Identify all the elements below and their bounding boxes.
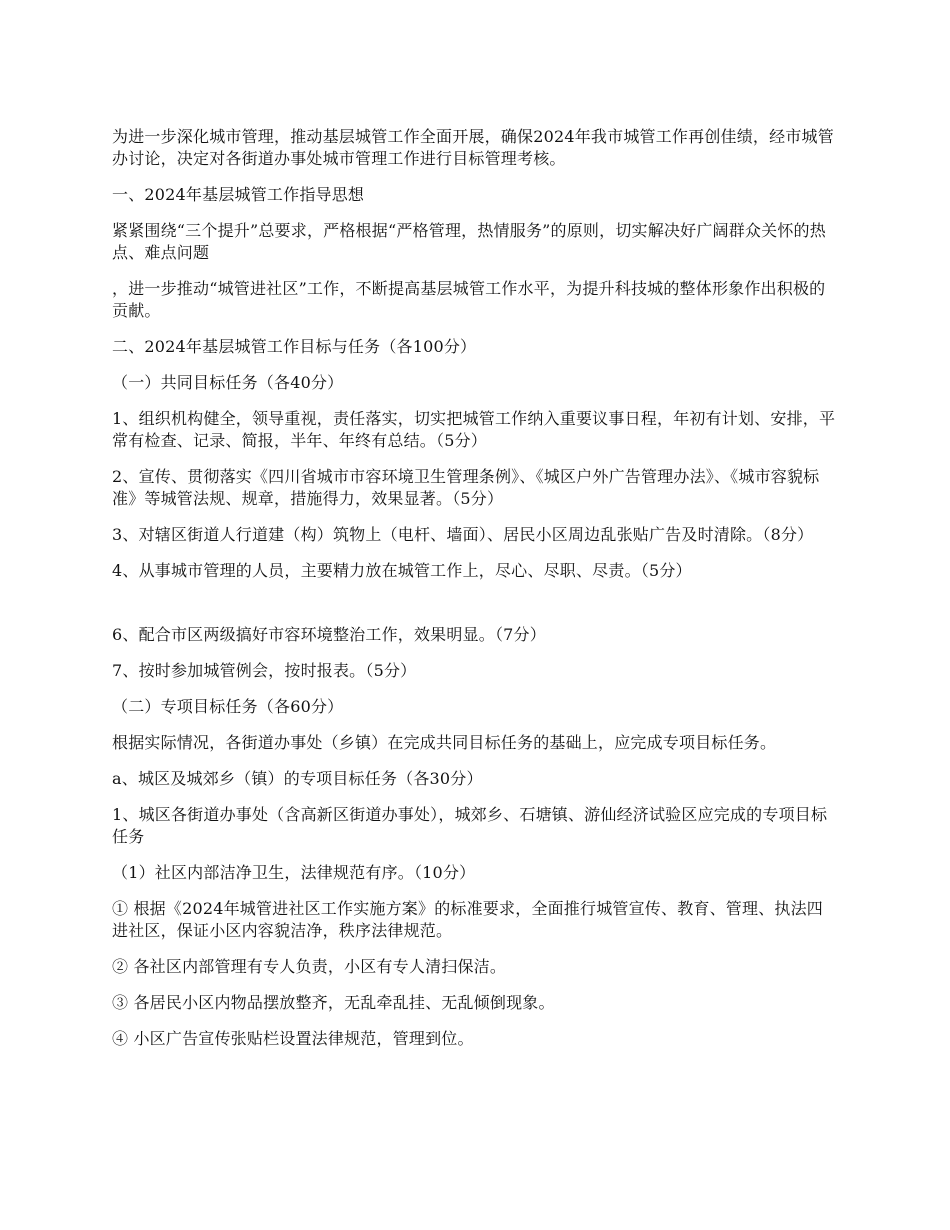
special-intro-paragraph: 根据实际情况，各街道办事处（乡镇）在完成共同目标任务的基础上，应完成专项目标任务。 — [112, 733, 777, 752]
common-task-4: 4、从事城市管理的人员，主要精力放在城管工作上，尽心、尽职、尽责。（5分） — [112, 561, 692, 580]
common-task-3: 3、对辖区街道人行道建（构）筑物上（电杆、墙面）、居民小区周边乱张贴广告及时清除。（8分） — [112, 525, 814, 544]
special-item-1: ① 根据《2024年城管进社区工作实施方案》的标准要求，全面推行城管宣传、教育、管理、执法四进社区，保证小区内容貌洁净，秩序法律规范。 — [112, 899, 824, 940]
special-item-4: ④ 小区广告宣传张贴栏设置法律规范，管理到位。 — [112, 1029, 474, 1048]
common-task-1: 1、组织机构健全，领导重视，责任落实，切实把城管工作纳入重要议事日程，年初有计划、安排，平常有检查、记录、简报，半年、年终有总结。（5分） — [112, 409, 836, 450]
section-heading-2: 二、2024年基层城管工作目标与任务（各100分） — [112, 337, 477, 356]
common-task-7: 7、按时参加城管例会，按时报表。（5分） — [112, 661, 417, 680]
subsection-heading-special: （二）专项目标任务（各60分） — [112, 697, 344, 716]
special-item-3: ③ 各居民小区内物品摆放整齐，无乱牵乱挂、无乱倾倒现象。 — [112, 993, 555, 1012]
subsection-heading-common: （一）共同目标任务（各40分） — [112, 373, 344, 392]
guiding-paragraph-2: ，进一步推动“城管进社区”工作，不断提高基层城管工作水平，为提升科技城的整体形象作出积极的贡献。 — [112, 279, 826, 320]
common-task-2: 2、宣传、贯彻落实《四川省城市市容环境卫生管理条例》、《城区户外广告管理办法》、《城市容貌标准》等城管法规、规章，措施得力，效果显著。（5分） — [112, 467, 820, 508]
special-subtask-1: （1）社区内部洁净卫生，法律规范有序。（10分） — [112, 863, 476, 882]
section-heading-1: 一、2024年基层城管工作指导思想 — [112, 185, 365, 204]
blank-gap — [112, 596, 836, 624]
common-task-6: 6、配合市区两级搞好市容环境整治工作，效果明显。（7分） — [112, 625, 546, 644]
special-item-2: ② 各社区内部管理有专人负责，小区有专人清扫保洁。 — [112, 957, 507, 976]
document-body — [112, 126, 836, 1064]
special-category-a: a、城区及城郊乡（镇）的专项目标任务（各30分） — [112, 769, 483, 788]
guiding-paragraph-1: 紧紧围绕“三个提升”总要求，严格根据“严格管理，热情服务”的原则，切实解决好广阔群众关怀的热点、难点问题 — [112, 221, 826, 262]
special-task-1: 1、城区各街道办事处（含高新区街道办事处），城郊乡、石塘镇、游仙经济试验区应完成的专项目标任务 — [112, 805, 828, 846]
intro-paragraph: 为进一步深化城市管理，推动基层城管工作全面开展，确保2024年我市城管工作再创佳绩，经市城管办讨论，决定对各街道办事处城市管理工作进行目标管理考核。 — [112, 127, 834, 168]
